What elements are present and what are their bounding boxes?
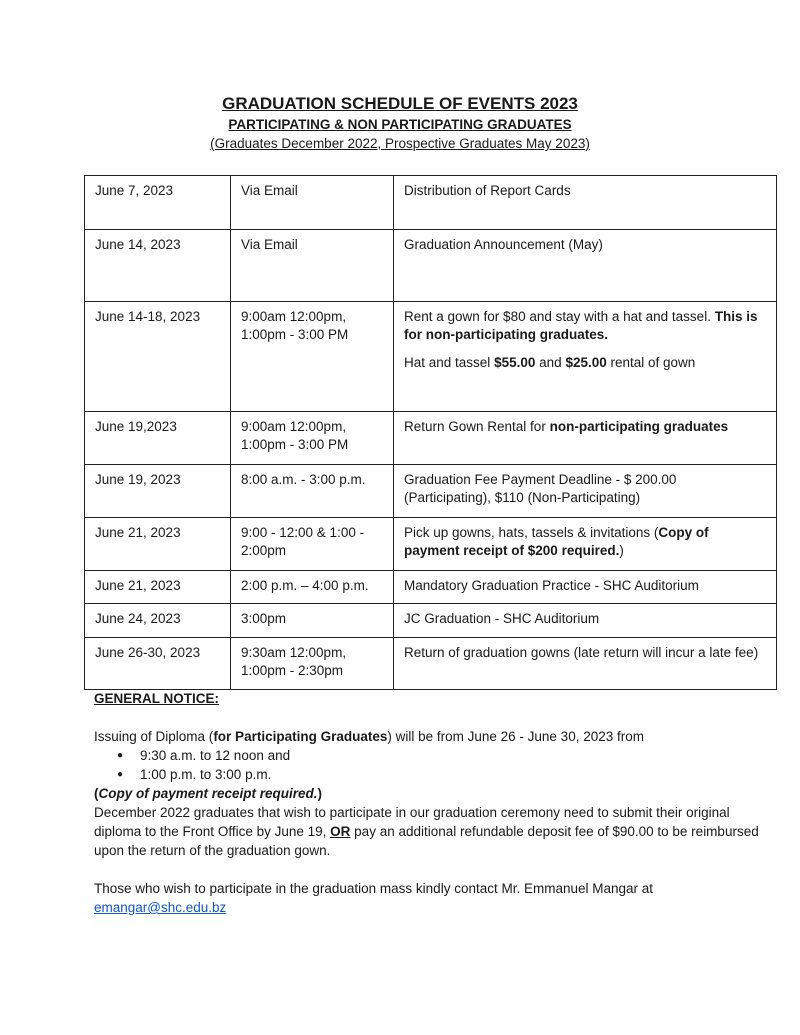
diploma-notice [94,727,774,746]
time-line: 1:00pm - 3:00 PM [241,327,349,342]
receipt-note [94,784,774,803]
diploma-text-bold: for Participating Graduates [213,729,388,744]
gown-price: $25.00 [565,355,607,370]
page-subtitle: PARTICIPATING & NON PARTICIPATING GRADUATES [228,117,572,132]
date-cell: June 7, 2023 [85,176,231,230]
event-cell: Graduation Announcement (May) [394,230,777,302]
december-text-plain: December 2022 graduates that wish to participate in our graduation ceremony need to submit their original diploma to the Front Office by June 19, [94,805,730,839]
page-subnote: (Graduates December 2022, Prospective Graduates May 2023) [210,136,590,151]
time-line: 9:00am 12:00pm, [241,419,347,434]
event-text [404,308,766,344]
time-cell: 8:00 a.m. - 3:00 p.m. [231,465,394,518]
hat-price-text [404,354,766,372]
mass-notice [94,879,774,917]
time-cell [231,302,394,412]
table-row [85,571,777,604]
event-cell: JC Graduation - SHC Auditorium [394,604,777,638]
hat-text-plain: Hat and tassel [404,355,491,370]
time-cell: 2:00 p.m. – 4:00 p.m. [231,571,394,604]
time-line: 1:00pm - 3:00 PM [241,437,349,452]
event-cell: Return of graduation gowns (late return will incur a late fee) [394,638,777,690]
date-cell: June 21, 2023 [85,518,231,571]
page-title: GRADUATION SCHEDULE OF EVENTS 2023 [222,94,578,113]
list-item: ● 9:30 a.m. to 12 noon and [140,746,774,765]
event-cell: Mandatory Graduation Practice - SHC Auditorium [394,571,777,604]
receipt-paren-open: ( [94,786,99,801]
paragraph-gap [94,860,774,879]
event-cell [394,302,777,412]
event-text-plain: Return Gown Rental for [404,419,546,434]
event-text-plain: Pick up gowns, hats, tassels & invitations ( [404,525,659,540]
hat-and-text: and [539,355,562,370]
paragraph-gap [94,708,774,727]
general-notice [94,689,774,917]
mass-text: Those who wish to participate in the graduation mass kindly contact Mr. Emmanuel Mangar at [94,881,654,896]
event-text-bold: This is for non-participating graduates. [404,309,758,342]
date-cell: June 21, 2023 [85,571,231,604]
diploma-times-list [94,746,774,784]
paragraph-gap [404,344,766,354]
time-cell: Via Email [231,176,394,230]
table-row [85,604,777,638]
table-row [85,518,777,571]
time-cell: 3:00pm [231,604,394,638]
time-cell [231,638,394,690]
schedule-table [84,175,777,690]
table-row [85,412,777,465]
event-text-plain: Rent a gown for $80 and stay with a hat and tassel. [404,309,711,324]
diploma-text-plain: Issuing of Diploma ( [94,729,214,744]
receipt-text: Copy of payment receipt required. [98,786,318,801]
receipt-paren-close: ) [317,786,323,801]
event-text-bold: non-participating graduates [549,419,729,434]
list-item: ● 1:00 p.m. to 3:00 p.m. [140,765,774,784]
date-cell: June 14-18, 2023 [85,302,231,412]
hat-price: $55.00 [494,355,536,370]
event-cell [394,412,777,465]
time-cell [231,412,394,465]
document-header [0,93,800,153]
time-cell: 9:00 - 12:00 & 1:00 - 2:00pm [231,518,394,571]
december-text-post: pay an additional refundable deposit fee of $90.00 to be reimbursed upon the return of the graduation gown. [94,824,759,858]
table-row [85,465,777,518]
event-cell: Graduation Fee Payment Deadline - $ 200.00 (Participating), $110 (Non-Participating) [394,465,777,518]
time-line: 9:00am 12:00pm, [241,309,347,324]
event-cell: Distribution of Report Cards [394,176,777,230]
date-cell: June 19,2023 [85,412,231,465]
date-cell: June 19, 2023 [85,465,231,518]
table-row [85,302,777,412]
email-link[interactable]: emangar@shc.edu.bz [94,900,227,915]
event-text-bold: Copy of payment receipt of $200 required. [404,525,709,558]
table-row [85,638,777,690]
table-row [85,230,777,302]
event-text-close: ) [619,543,624,558]
hat-post-text: rental of gown [610,355,696,370]
december-notice [94,803,774,860]
date-cell: June 24, 2023 [85,604,231,638]
date-cell: June 26-30, 2023 [85,638,231,690]
time-line: 1:00pm - 2:30pm [241,663,344,678]
date-cell: June 14, 2023 [85,230,231,302]
time-cell: Via Email [231,230,394,302]
table-row [85,176,777,230]
notice-heading: GENERAL NOTICE: [94,691,220,706]
time-line: 9:30am 12:00pm, [241,645,347,660]
event-cell [394,518,777,571]
or-emphasis: OR [330,824,351,839]
diploma-text-post: ) will be from June 26 - June 30, 2023 from [387,729,644,744]
